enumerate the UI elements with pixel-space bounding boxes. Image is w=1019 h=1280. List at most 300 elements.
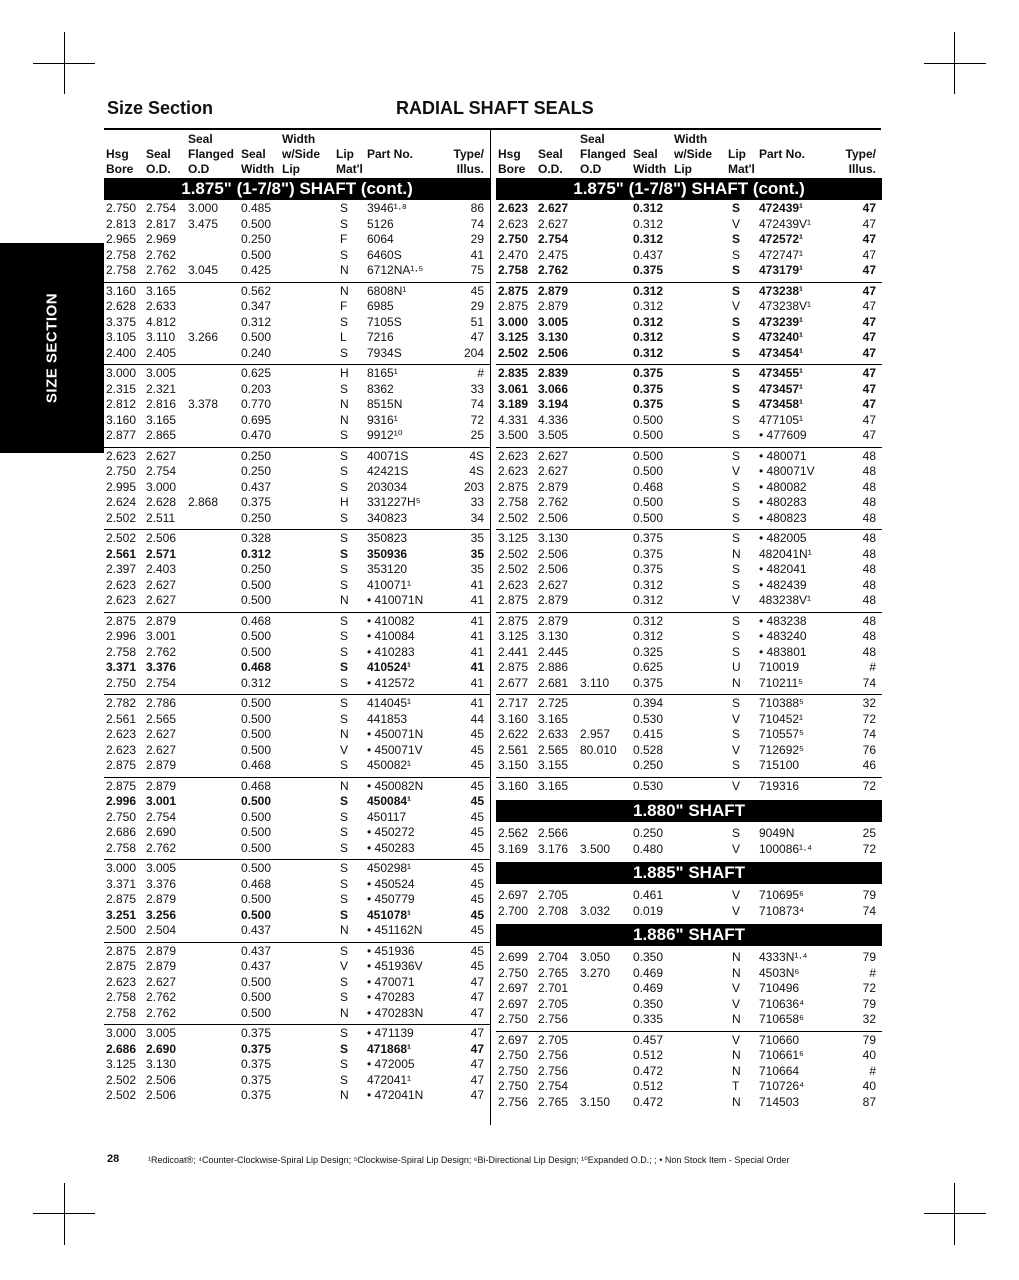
column-headers — [496, 130, 882, 178]
part-number: 483238V¹ — [759, 593, 812, 607]
footnote: ¹Redicoat®; ⁴Counter-Clockwise-Spiral Lip Design; ⁵Clockwise-Spiral Lip Design; ⁶Bi-Directional Lip Design; ¹⁰Expanded O.D.; ; • Non Stock Item - Special Order — [148, 1155, 790, 1165]
lip-material: V — [732, 742, 741, 757]
seal-width: 0.250 — [241, 510, 272, 525]
type-illus: 47 — [862, 263, 876, 277]
lip-material: L — [340, 330, 347, 344]
part-number: • 482041 — [759, 562, 807, 576]
table-row — [496, 779, 882, 795]
col-seal-width: Seal — [241, 147, 266, 161]
part-number: • 472041N — [367, 1088, 424, 1102]
seal-od: 2.566 — [538, 826, 569, 840]
type-illus: 45 — [470, 959, 484, 973]
type-illus: 74 — [862, 727, 876, 741]
hsg-bore: 2.623 — [498, 216, 529, 231]
crop-mark — [924, 63, 986, 64]
lip-material: S — [732, 428, 741, 442]
hsg-bore: 2.502 — [498, 546, 529, 561]
lip-material: V — [732, 888, 741, 902]
part-number: • 412572 — [367, 675, 415, 690]
part-number: 710873⁴ — [759, 903, 805, 918]
type-illus: 47 — [470, 1041, 484, 1056]
table-row — [104, 758, 490, 774]
row-group — [496, 694, 882, 777]
lip-material: S — [340, 247, 349, 262]
table-row — [496, 248, 882, 264]
side-tab-label: SIZE SECTION — [43, 292, 61, 404]
lip-material: S — [732, 232, 741, 246]
part-number: 5126 — [367, 216, 394, 231]
hsg-bore: 2.470 — [498, 247, 529, 262]
shaft-size-band: 1.875" (1-7/8") SHAFT (cont.) — [104, 178, 490, 200]
lip-material: S — [732, 345, 741, 360]
type-illus: 204 — [463, 345, 484, 360]
table-row — [496, 330, 882, 346]
seal-od: 2.762 — [538, 495, 569, 509]
type-illus: 41 — [470, 613, 484, 628]
part-number: 7105S — [367, 314, 402, 329]
table-row — [496, 826, 882, 842]
type-illus: 48 — [862, 629, 876, 643]
type-illus: 29 — [470, 299, 484, 313]
seal-od: 3.165 — [538, 778, 569, 793]
seal-width: 0.312 — [633, 314, 664, 329]
table-row — [104, 299, 490, 315]
seal-width: 0.375 — [633, 366, 664, 380]
lip-material: V — [732, 903, 741, 918]
lip-material: N — [340, 283, 349, 298]
row-group — [104, 694, 490, 777]
col-hsg-bore: Hsg — [106, 147, 129, 161]
seal-od: 2.627 — [538, 201, 569, 215]
lip-material: S — [340, 428, 349, 442]
flanged-od: 3.500 — [580, 841, 611, 856]
lip-material: V — [732, 778, 741, 793]
hsg-bore: 2.996 — [106, 629, 137, 643]
col-lip-material: Lip — [728, 147, 746, 161]
seal-width: 0.375 — [633, 381, 664, 396]
table-row — [104, 397, 490, 413]
part-number: 4333N¹·⁴ — [759, 950, 808, 964]
type-illus: 41 — [470, 660, 484, 674]
lip-material: S — [340, 629, 349, 643]
part-number: 331227H⁵ — [367, 495, 421, 509]
table-row — [496, 1048, 882, 1064]
part-number: 450298¹ — [367, 861, 412, 875]
part-number: 7216 — [367, 330, 394, 344]
type-illus: 45 — [470, 923, 484, 937]
table-row — [104, 923, 490, 939]
lip-material: S — [340, 825, 349, 839]
seal-od: 2.445 — [538, 644, 569, 659]
type-illus: 48 — [862, 593, 876, 607]
hsg-bore: 3.169 — [498, 841, 529, 856]
part-number: • 470283 — [367, 990, 415, 1004]
table-row — [496, 397, 882, 413]
type-illus: 47 — [862, 428, 876, 442]
table-row — [496, 966, 882, 982]
seal-od: 2.879 — [146, 778, 177, 793]
seal-od: 2.627 — [146, 593, 177, 607]
part-number: • 483238 — [759, 613, 807, 628]
part-number: 473454¹ — [759, 345, 804, 360]
seal-width: 0.457 — [633, 1032, 664, 1047]
lip-material: S — [732, 479, 741, 494]
type-illus: 72 — [862, 711, 876, 726]
table-row — [496, 315, 882, 331]
seal-od: 3.130 — [538, 330, 569, 344]
seal-od: 2.506 — [146, 531, 177, 545]
lip-material: V — [732, 464, 741, 478]
seal-od: 3.066 — [538, 381, 569, 396]
table-row — [104, 696, 490, 712]
hsg-bore: 2.877 — [106, 428, 137, 442]
seal-od: 3.165 — [146, 283, 177, 298]
table-row — [496, 1033, 882, 1049]
seal-width: 0.437 — [241, 479, 272, 494]
type-illus: 45 — [470, 876, 484, 891]
seal-width: 0.437 — [241, 959, 272, 973]
seal-od: 2.762 — [146, 840, 177, 855]
col-width-side-lip: Width — [282, 132, 316, 146]
row-group — [496, 884, 882, 921]
type-illus: 45 — [470, 861, 484, 875]
row-group — [104, 364, 490, 447]
seal-width: 0.312 — [241, 546, 272, 561]
seal-width: 0.250 — [241, 464, 272, 478]
left-table — [104, 130, 490, 1107]
seal-od: 2.879 — [146, 758, 177, 772]
seal-width: 0.203 — [241, 381, 272, 396]
type-illus: 48 — [862, 531, 876, 545]
hsg-bore: 3.189 — [498, 397, 529, 411]
hsg-bore: 2.624 — [106, 495, 137, 509]
hsg-bore: 2.875 — [498, 283, 529, 298]
hsg-bore: 2.623 — [106, 974, 137, 989]
seal-width: 0.528 — [633, 742, 664, 757]
hsg-bore: 3.160 — [106, 412, 137, 427]
hsg-bore: 2.875 — [106, 892, 137, 906]
part-number: 451078¹ — [367, 907, 412, 922]
seal-width: 0.375 — [633, 546, 664, 561]
lip-material: N — [340, 397, 349, 411]
hsg-bore: 2.623 — [498, 448, 529, 463]
seal-od: 2.403 — [146, 562, 177, 576]
table-row — [104, 1073, 490, 1089]
table-row — [496, 1012, 882, 1028]
page-title: RADIAL SHAFT SEALS — [396, 98, 594, 118]
seal-od: 2.754 — [146, 464, 177, 478]
type-illus: 48 — [862, 613, 876, 628]
seal-width: 0.500 — [633, 412, 664, 427]
seal-width: 0.500 — [241, 809, 272, 824]
table-row — [496, 531, 882, 547]
seal-width: 0.530 — [633, 778, 664, 793]
table-row — [104, 743, 490, 759]
crop-mark — [64, 32, 65, 94]
table-row — [496, 743, 882, 759]
hsg-bore: 3.125 — [498, 629, 529, 643]
table-row — [104, 366, 490, 382]
hsg-bore: 3.125 — [106, 1057, 137, 1071]
seal-od: 2.690 — [146, 825, 177, 839]
type-illus: 40 — [862, 1048, 876, 1062]
type-illus: 41 — [470, 696, 484, 710]
table-row — [104, 449, 490, 465]
type-illus: 47 — [862, 247, 876, 262]
seal-od: 3.376 — [146, 660, 177, 674]
seal-od: 2.762 — [146, 247, 177, 262]
hsg-bore: 2.677 — [498, 675, 529, 690]
hsg-bore: 2.758 — [106, 263, 137, 277]
lip-material: S — [732, 727, 741, 741]
part-number: 414045¹ — [367, 696, 412, 710]
type-illus: 47 — [862, 283, 876, 298]
seal-width: 0.325 — [633, 644, 664, 659]
part-number: 9316¹ — [367, 412, 398, 427]
hsg-bore: 2.561 — [106, 711, 137, 726]
table-row — [496, 284, 882, 300]
seal-od: 2.879 — [146, 959, 177, 973]
part-number: 710019 — [759, 660, 800, 674]
lip-material: S — [732, 758, 741, 772]
type-illus: 32 — [862, 696, 876, 710]
seal-width: 0.394 — [633, 696, 664, 710]
hsg-bore: 2.623 — [106, 727, 137, 741]
lip-material: N — [732, 950, 741, 964]
seal-od: 3.005 — [146, 1026, 177, 1040]
hsg-bore: 3.000 — [106, 366, 137, 380]
part-number: 719316 — [759, 778, 800, 793]
table-row — [104, 645, 490, 661]
table-row — [496, 562, 882, 578]
seal-od: 3.130 — [538, 629, 569, 643]
lip-material: H — [340, 366, 349, 380]
right-table — [496, 130, 882, 1113]
col-flanged-od: Flanged — [188, 147, 235, 161]
seal-width: 0.375 — [241, 1072, 272, 1087]
col-type-illus: Illus. — [848, 162, 876, 176]
seal-width: 0.468 — [633, 479, 664, 494]
lip-material: S — [732, 531, 741, 545]
seal-od: 2.701 — [538, 981, 569, 995]
hsg-bore: 2.812 — [106, 397, 137, 411]
row-group — [104, 777, 490, 860]
table-row — [104, 315, 490, 331]
seal-od: 2.405 — [146, 345, 177, 360]
seal-width: 0.469 — [633, 981, 664, 995]
table-row — [496, 981, 882, 997]
table-row — [104, 480, 490, 496]
seal-width: 0.250 — [633, 826, 664, 840]
part-number: • 480071 — [759, 448, 807, 463]
seal-width: 0.500 — [241, 330, 272, 344]
col-width-side-lip: Lip — [674, 162, 692, 176]
row-group — [496, 1031, 882, 1114]
hsg-bore: 2.400 — [106, 345, 137, 360]
part-number: • 451936V — [367, 959, 423, 973]
hsg-bore: 2.697 — [498, 1032, 529, 1047]
part-number: • 480823 — [759, 510, 807, 525]
part-number: 472439V¹ — [759, 216, 812, 231]
seal-width: 0.500 — [241, 696, 272, 710]
table-row — [496, 578, 882, 594]
type-illus: 47 — [862, 232, 876, 246]
seal-od: 2.756 — [538, 1012, 569, 1026]
hsg-bore: 2.623 — [106, 593, 137, 607]
shaft-size-band: 1.885" SHAFT — [496, 862, 882, 884]
seal-width: 0.500 — [241, 711, 272, 726]
row-group — [104, 1024, 490, 1107]
hsg-bore: 2.623 — [106, 448, 137, 463]
lip-material: V — [340, 959, 349, 973]
part-number: • 471139 — [367, 1026, 414, 1040]
table-row — [104, 248, 490, 264]
col-hsg-bore: Hsg — [498, 147, 521, 161]
lip-material: S — [340, 892, 349, 906]
type-illus: 47 — [862, 381, 876, 396]
col-seal-width: Width — [241, 162, 275, 176]
hsg-bore: 2.502 — [498, 510, 529, 525]
type-illus: 34 — [470, 510, 484, 525]
seal-width: 0.240 — [241, 345, 272, 360]
part-number: • 477609 — [759, 428, 807, 442]
type-illus: # — [869, 1063, 876, 1078]
type-illus: 45 — [470, 794, 484, 808]
hsg-bore: 3.125 — [498, 531, 529, 545]
seal-od: 2.627 — [146, 448, 177, 463]
seal-width: 0.250 — [241, 448, 272, 463]
table-row — [104, 531, 490, 547]
part-number: 4503N⁶ — [759, 965, 800, 980]
seal-width: 0.425 — [241, 263, 272, 277]
seal-width: 0.375 — [633, 263, 664, 277]
seal-od: 2.756 — [538, 1048, 569, 1062]
seal-od: 3.155 — [538, 758, 569, 772]
hsg-bore: 2.758 — [106, 990, 137, 1004]
seal-od: 3.165 — [146, 412, 177, 427]
hsg-bore: 2.697 — [498, 888, 529, 902]
table-row — [104, 825, 490, 841]
lip-material: S — [340, 861, 349, 875]
table-row — [496, 660, 882, 676]
lip-material: T — [732, 1079, 740, 1093]
lip-material: S — [732, 330, 741, 344]
part-number: 350823 — [367, 531, 408, 545]
table-row — [104, 1026, 490, 1042]
type-illus: # — [477, 366, 484, 380]
flanged-od: 3.475 — [188, 216, 219, 231]
seal-od: 2.708 — [538, 903, 569, 918]
hsg-bore: 2.502 — [498, 562, 529, 576]
lip-material: S — [340, 381, 349, 396]
hsg-bore: 2.750 — [498, 1079, 529, 1093]
seal-od: 2.865 — [146, 428, 177, 442]
seal-width: 0.500 — [241, 1005, 272, 1020]
seal-od: 2.754 — [538, 1079, 569, 1093]
lip-material: N — [340, 923, 349, 937]
type-illus: 47 — [862, 314, 876, 329]
seal-od: 4.336 — [538, 412, 569, 427]
col-type-illus: Type/ — [845, 147, 876, 161]
table-row — [496, 299, 882, 315]
part-number: 441853 — [367, 711, 408, 726]
seal-width: 0.500 — [241, 794, 272, 808]
type-illus: 74 — [862, 903, 876, 918]
seal-width: 0.770 — [241, 397, 272, 411]
type-illus: 45 — [470, 825, 484, 839]
seal-width: 0.250 — [633, 758, 664, 772]
part-number: 710211⁵ — [759, 675, 804, 690]
hsg-bore: 2.686 — [106, 825, 137, 839]
flanged-od: 3.000 — [188, 201, 219, 215]
lip-material: S — [732, 397, 741, 411]
table-row — [104, 330, 490, 346]
type-illus: 45 — [470, 907, 484, 922]
table-row — [104, 284, 490, 300]
seal-width: 0.350 — [633, 996, 664, 1011]
part-number: 6808N¹ — [367, 283, 407, 298]
lip-material: S — [732, 283, 741, 298]
type-illus: 4S — [469, 464, 484, 478]
part-number: • 410082 — [367, 613, 415, 628]
lip-material: S — [340, 675, 349, 690]
part-number: 410071¹ — [367, 577, 412, 592]
seal-width: 0.437 — [633, 247, 664, 262]
type-illus: 47 — [470, 330, 484, 344]
part-number: 472439¹ — [759, 201, 804, 215]
part-number: 450084¹ — [367, 794, 412, 808]
part-number: 42421S — [367, 464, 409, 478]
part-number: 7934S — [367, 345, 402, 360]
hsg-bore: 2.441 — [498, 644, 529, 659]
seal-od: 3.256 — [146, 907, 177, 922]
hsg-bore: 2.965 — [106, 232, 137, 246]
seal-width: 0.500 — [241, 727, 272, 741]
flanged-od: 3.045 — [188, 263, 219, 277]
lip-material: S — [340, 448, 349, 463]
hsg-bore: 2.623 — [106, 742, 137, 757]
table-row — [104, 593, 490, 609]
lip-material: S — [732, 644, 741, 659]
part-number: 710726⁴ — [759, 1079, 805, 1093]
table-row — [104, 232, 490, 248]
table-row — [496, 888, 882, 904]
seal-width: 0.485 — [241, 201, 272, 215]
lip-material: V — [732, 996, 741, 1011]
seal-od: 3.001 — [146, 794, 177, 808]
col-lip-material: Lip — [336, 147, 354, 161]
type-illus: 74 — [470, 216, 484, 231]
seal-od: 3.110 — [146, 330, 176, 344]
part-number: 482041N¹ — [759, 546, 812, 561]
part-number: 710496 — [759, 981, 800, 995]
lip-material: V — [732, 299, 741, 313]
lip-material: V — [732, 1032, 741, 1047]
table-row — [496, 1079, 882, 1095]
seal-od: 2.627 — [538, 448, 569, 463]
col-hsg-bore: Bore — [106, 162, 134, 176]
part-number: • 480082 — [759, 479, 807, 494]
hsg-bore: 2.813 — [106, 216, 137, 231]
lip-material: N — [340, 1005, 349, 1020]
column-headers — [104, 130, 490, 178]
part-number: 710664 — [759, 1063, 800, 1078]
hsg-bore: 2.875 — [498, 593, 529, 607]
flanged-od: 2.957 — [580, 727, 611, 741]
seal-od: 2.504 — [146, 923, 177, 937]
hsg-bore: 2.561 — [106, 546, 137, 561]
hsg-bore: 2.315 — [106, 381, 137, 396]
